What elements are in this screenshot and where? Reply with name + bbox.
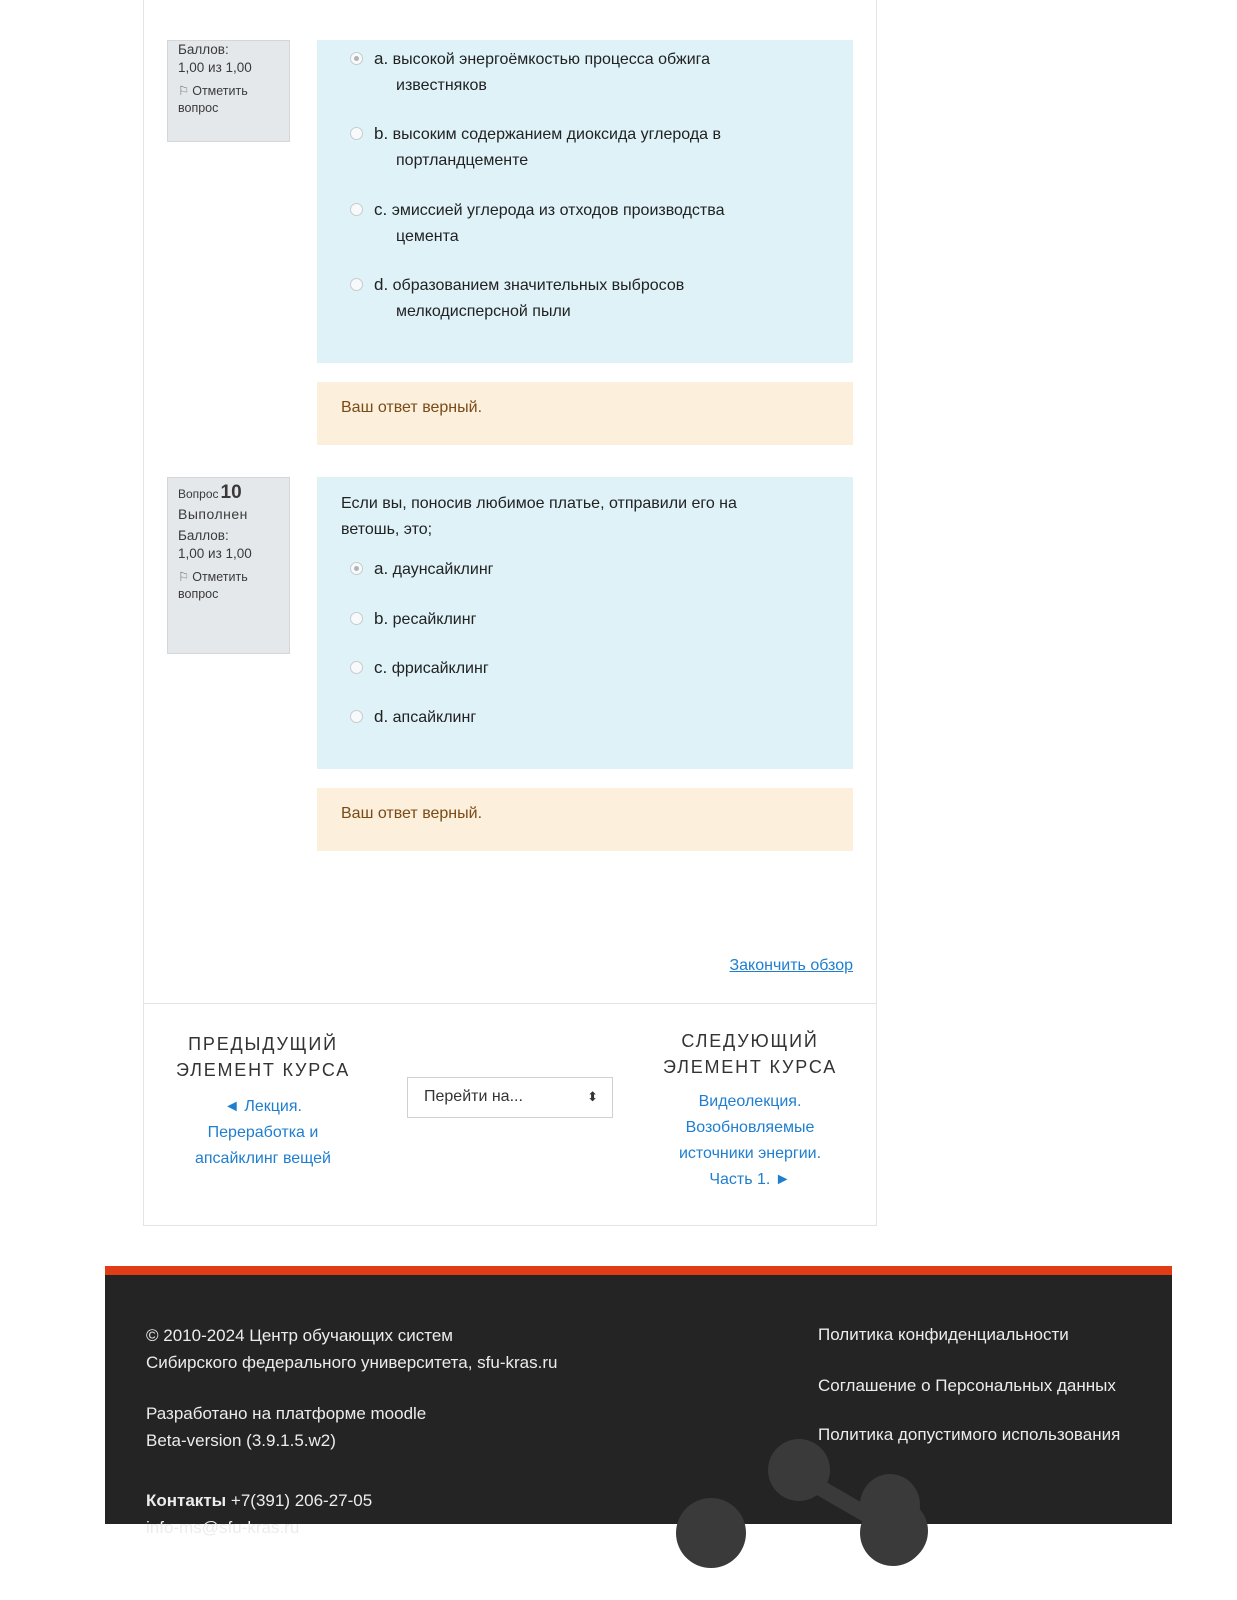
next-link-line3: источники энергии. xyxy=(678,1145,822,1162)
flag-label-2: вопрос xyxy=(178,101,219,115)
option-text: образованием значительных выбросов xyxy=(392,277,685,294)
radio-button[interactable] xyxy=(350,203,363,216)
answer-option[interactable] xyxy=(350,121,833,173)
prev-link-line3: апсайклинг вещей xyxy=(194,1150,331,1167)
prev-heading-line2: ЭЛЕМЕНТ КУРСА xyxy=(175,1060,351,1080)
question-text-line2: ветошь, это; xyxy=(341,521,433,538)
flag-icon: ⚐ xyxy=(178,84,190,98)
flag-label: Отметить xyxy=(192,570,248,584)
option-text: ресайклинг xyxy=(392,611,477,628)
footer-accent-bar xyxy=(105,1266,1172,1275)
acceptable-use-policy-link[interactable]: Политика допустимого использования xyxy=(818,1425,1121,1444)
option-letter: b. xyxy=(374,124,389,143)
nav-divider xyxy=(143,1003,877,1004)
prev-activity-link[interactable] xyxy=(165,1094,361,1172)
next-link-line1: Видеолекция. xyxy=(698,1093,802,1110)
copyright-line2: Сибирского федерального университета, sfu-kras.ru xyxy=(146,1353,558,1372)
grade-value: 1,00 из 1,00 xyxy=(178,546,252,561)
next-heading-line1: СЛЕДУЮЩИЙ xyxy=(681,1031,819,1051)
option-text: даунсайклинг xyxy=(392,561,494,578)
question-number-value: 10 xyxy=(220,482,242,503)
option-letter: c. xyxy=(374,658,388,677)
radio-button[interactable] xyxy=(350,710,363,723)
contacts-label: Контакты xyxy=(146,1491,227,1510)
answer-option[interactable] xyxy=(350,606,833,632)
footer-contacts xyxy=(146,1487,372,1541)
decorative-node-icon xyxy=(676,1498,746,1568)
option-letter: b. xyxy=(374,609,389,628)
question-number xyxy=(178,484,279,503)
next-link-line4: Часть 1. ► xyxy=(709,1171,791,1188)
flag-label-2: вопрос xyxy=(178,587,219,601)
option-letter: d. xyxy=(374,275,389,294)
privacy-policy-link[interactable]: Политика конфиденциальности xyxy=(818,1325,1069,1344)
prev-link-line1: ◄ Лекция. xyxy=(224,1098,302,1115)
grade-label: Баллов: xyxy=(178,42,229,57)
option-letter: d. xyxy=(374,707,389,726)
copyright-line1: © 2010-2024 Центр обучающих систем xyxy=(146,1326,453,1345)
prev-activity-heading xyxy=(165,1031,361,1083)
next-activity-link[interactable] xyxy=(652,1089,848,1193)
radio-button[interactable] xyxy=(350,612,363,625)
question-9-formulation xyxy=(317,40,853,363)
page-footer xyxy=(105,1266,1172,1537)
radio-button[interactable] xyxy=(350,661,363,674)
jump-select-value: Перейти на... xyxy=(424,1088,523,1105)
jump-to-select[interactable] xyxy=(407,1077,613,1118)
radio-button[interactable] xyxy=(350,562,363,575)
option-letter: a. xyxy=(374,559,389,578)
question-label: Вопрос xyxy=(178,487,219,501)
flag-icon: ⚐ xyxy=(178,570,190,584)
question-10-feedback: Ваш ответ верный. xyxy=(317,788,853,851)
option-letter: a. xyxy=(374,49,389,68)
option-text-cont: мелкодисперсной пыли xyxy=(396,303,571,320)
option-text-cont: известняков xyxy=(396,77,487,94)
option-letter: c. xyxy=(374,200,388,219)
footer-platform xyxy=(146,1400,426,1454)
question-text-line1: Если вы, поносив любимое платье, отправили его на xyxy=(341,495,737,512)
question-info-9 xyxy=(167,40,290,142)
prev-link-line2: Переработка и xyxy=(207,1124,319,1141)
platform-line1: Разработано на платформе moodle xyxy=(146,1404,427,1423)
finish-review-link[interactable]: Закончить обзор xyxy=(729,957,853,974)
option-text-cont: цемента xyxy=(396,228,459,245)
option-text: апсайклинг xyxy=(392,709,477,726)
answer-option[interactable] xyxy=(350,655,833,681)
grade-label: Баллов: xyxy=(178,528,229,543)
answer-option[interactable] xyxy=(350,704,833,730)
option-text: высокой энергоёмкостью процесса обжига xyxy=(392,51,711,68)
answer-option[interactable] xyxy=(350,46,833,98)
personal-data-agreement-link[interactable]: Соглашение о Персональных данных xyxy=(818,1376,1116,1395)
contacts-phone[interactable]: +7(391) 206-27-05 xyxy=(230,1491,373,1510)
flag-question-link[interactable] xyxy=(178,569,279,603)
option-text-cont: портландцементе xyxy=(396,152,529,169)
answer-option[interactable] xyxy=(350,197,833,249)
radio-button[interactable] xyxy=(350,127,363,140)
contacts-email[interactable]: info-ms@sfu-kras.ru xyxy=(146,1518,300,1537)
answer-option[interactable] xyxy=(350,272,833,324)
footer-copyright xyxy=(146,1322,557,1376)
question-9-feedback: Ваш ответ верный. xyxy=(317,382,853,445)
option-text: высоким содержанием диоксида углерода в xyxy=(392,126,721,143)
answer-option[interactable] xyxy=(350,556,833,582)
option-text: фрисайклинг xyxy=(391,660,489,677)
option-text: эмиссией углерода из отходов производства xyxy=(391,202,725,219)
platform-line2: Beta-version (3.9.1.5.w2) xyxy=(146,1431,336,1450)
next-activity-heading xyxy=(652,1028,848,1080)
flag-question-link[interactable] xyxy=(178,83,279,117)
prev-heading-line1: ПРЕДЫДУЩИЙ xyxy=(188,1034,338,1054)
next-link-line2: Возобновляемые xyxy=(685,1119,815,1136)
question-10-formulation xyxy=(317,477,853,769)
question-info-10 xyxy=(167,477,290,654)
question-text xyxy=(341,491,833,543)
select-arrows-icon: ⬍ xyxy=(587,1089,598,1104)
flag-label: Отметить xyxy=(192,84,248,98)
next-heading-line2: ЭЛЕМЕНТ КУРСА xyxy=(662,1057,838,1077)
radio-button[interactable] xyxy=(350,52,363,65)
radio-button[interactable] xyxy=(350,278,363,291)
grade-value: 1,00 из 1,00 xyxy=(178,60,252,75)
question-state: Выполнен xyxy=(178,506,248,522)
